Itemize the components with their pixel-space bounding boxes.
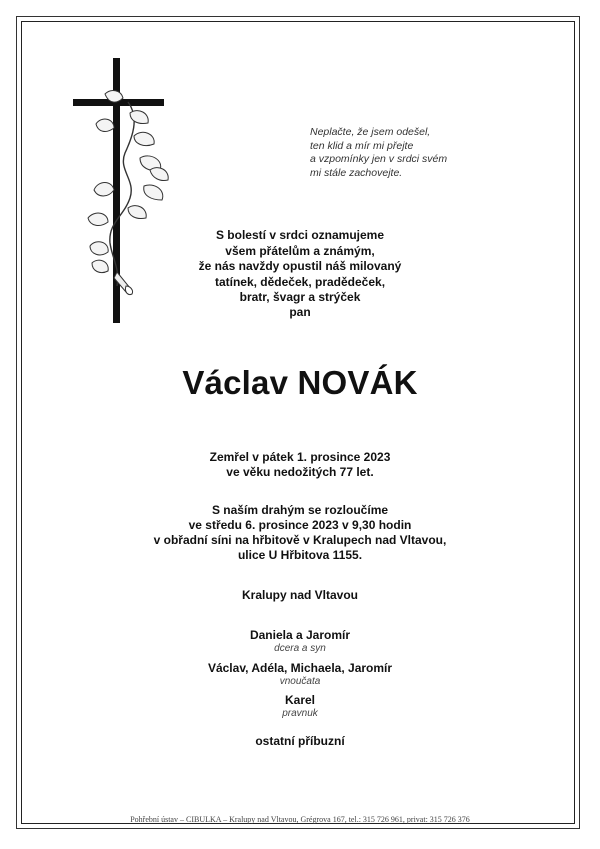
death-info <box>0 450 600 480</box>
poem-line: a vzpomínky jen v srdci svém <box>310 153 448 165</box>
mourner-names: Václav, Adéla, Michaela, Jaromír <box>207 661 393 675</box>
mourner-relation: dcera a syn <box>274 643 326 654</box>
death-line: Zemřel v pátek 1. prosince 2023 <box>209 450 391 464</box>
poem <box>310 126 540 180</box>
announcement-line: tatínek, dědeček, pradědeček, <box>214 274 386 289</box>
mourner-relation: vnoučata <box>279 676 321 687</box>
deceased-name: Václav NOVÁK <box>182 364 418 401</box>
funeral-line: ulice U Hřbitova 1155. <box>237 548 363 562</box>
mourner-names: ostatní příbuzní <box>255 734 345 748</box>
announcement-line: že nás navždy opustil náš milovaný <box>198 259 402 273</box>
poem-line: Neplačte, že jsem odešel, <box>310 126 431 138</box>
town: Kralupy nad Vltavou <box>241 588 359 602</box>
announcement-line: všem přátelům a známým, <box>225 243 375 258</box>
announcement <box>0 228 600 306</box>
mourner-names: Karel <box>284 693 316 707</box>
salutation: pan <box>289 305 311 319</box>
footer: Pohřební ústav – CIBULKA – Kralupy nad Vltavou, Grégrova 167, tel.: 315 726 961, privat: 315 726 376 <box>130 815 470 824</box>
death-line: ve věku nedožitých 77 let. <box>226 465 374 479</box>
poem-line: ten klid a mír mi přejte <box>310 139 414 152</box>
funeral-line: v obřadní síni na hřbitově v Kralupech nad Vltavou, <box>153 533 447 547</box>
announcement-line: bratr, švagr a strýček <box>239 290 361 304</box>
mourner-names: Daniela a Jaromír <box>249 628 351 642</box>
announcement-line: S bolestí v srdci oznamujeme <box>215 228 385 242</box>
funeral-line: ve středu 6. prosince 2023 v 9,30 hodin <box>188 518 412 532</box>
poem-line: mi stále zachovejte. <box>310 166 403 179</box>
funeral-line: S naším drahým se rozloučíme <box>211 503 389 517</box>
mourner-relation: pravnuk <box>282 708 318 719</box>
funeral-info <box>0 503 600 563</box>
